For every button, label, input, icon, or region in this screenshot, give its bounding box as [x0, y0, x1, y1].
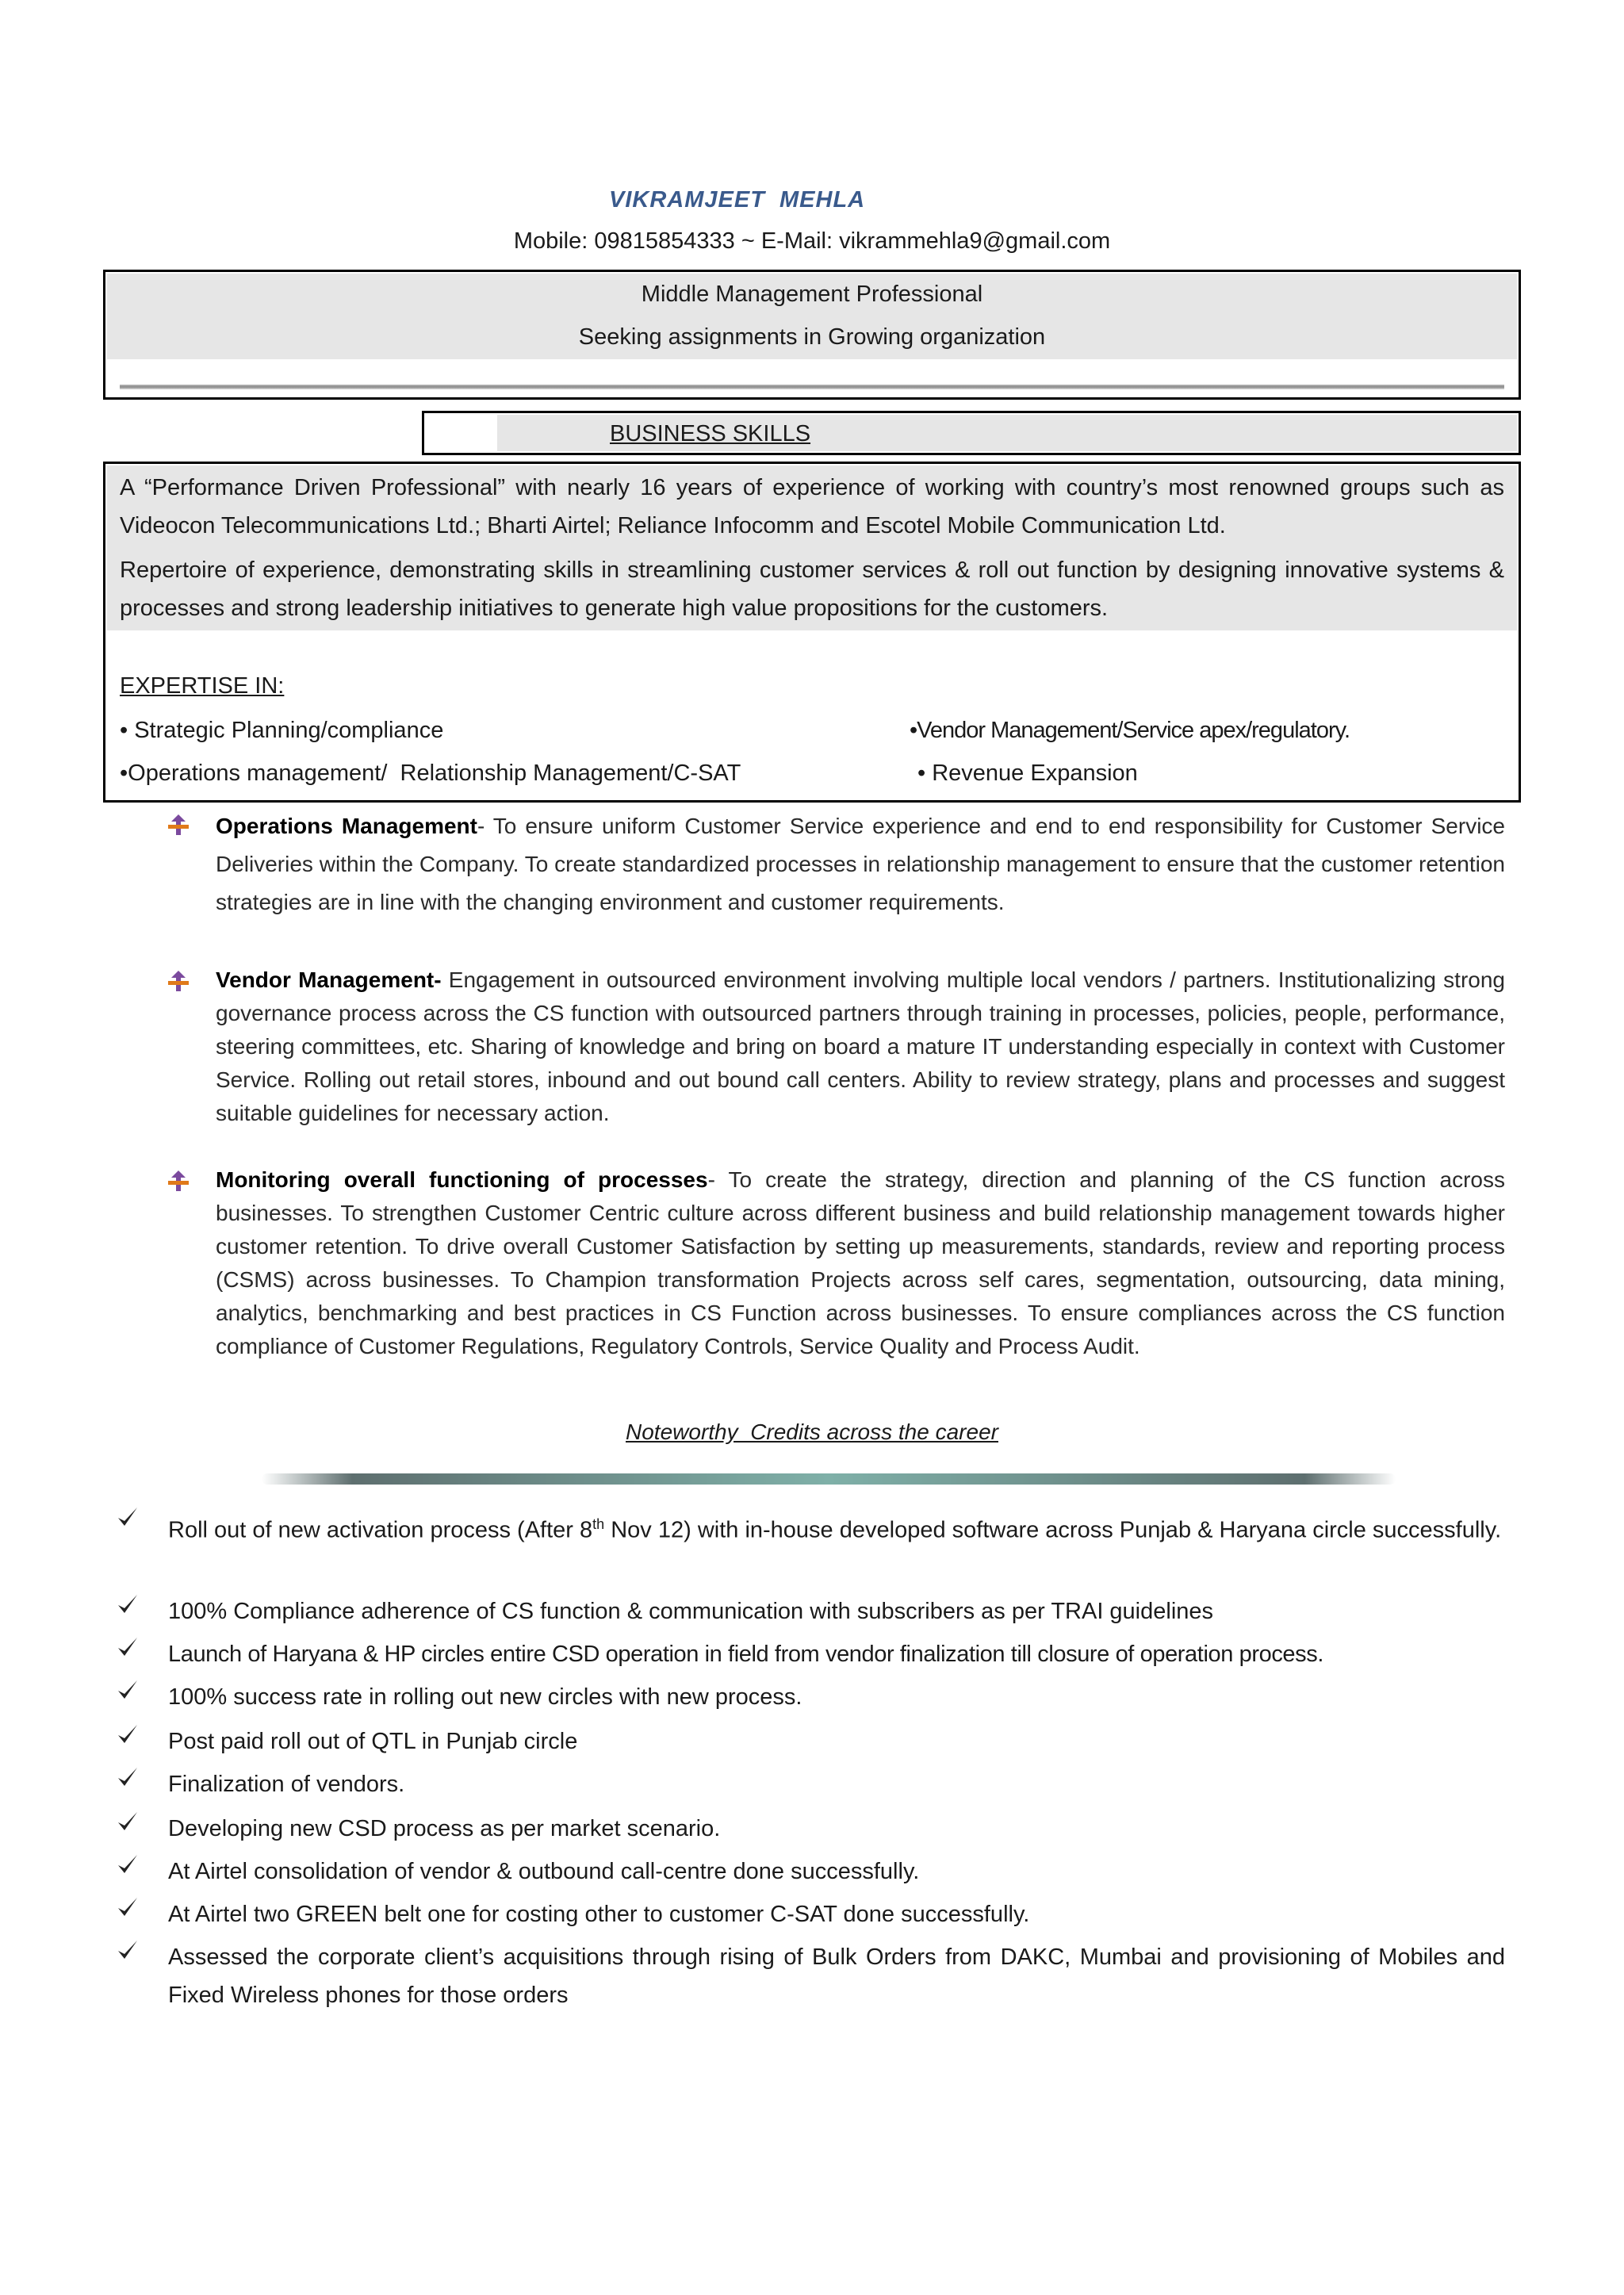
checkmark-icon	[116, 1678, 140, 1702]
credit-item: Assessed the corporate client’s acquisitions through rising of Bulk Orders from DAKC, Mumbai and provisioning of Mobiles and Fixed Wireless phones for those orders	[168, 1944, 1505, 2008]
section-text: Engagement in outsourced environment involving multiple local vendors / partners. Institutionalizing strong governance process across the CS function with outsourced partners through training in processes, policies, people, performance, steering committees, etc. Sharing of knowledge and bring on board a mature IT understanding especially in context with Customer Service. Rolling out retail stores, inbound and out bound call centers. Ability to review strategy, plans and processes and suggest suitable guidelines for necessary action.	[216, 967, 1505, 1125]
checkmark-icon	[116, 1852, 140, 1876]
summary-paragraph-2: Repertoire of experience, demonstrating skills in streamlining customer services & roll out function by designing innovative systems & processes and strong leadership initiatives to generate high value propositions for the customers.	[120, 557, 1504, 621]
checkmark-icon	[116, 1765, 140, 1789]
checkmark-icon	[116, 1635, 140, 1659]
checkmark-icon	[116, 1895, 140, 1919]
headline-divider	[120, 385, 1504, 389]
arrow-bullet-icon	[167, 969, 190, 993]
business-skills-heading-box	[422, 411, 1521, 455]
arrow-bullet-icon	[167, 813, 190, 837]
credit-item: At Airtel two GREEN belt one for costing other to customer C-SAT done successfully.	[168, 1902, 1030, 1927]
expertise-item: •Vendor Management/Service apex/regulatory.	[910, 718, 1350, 743]
expertise-heading: EXPERTISE IN:	[120, 673, 285, 699]
credit-item: Launch of Haryana & HP circles entire CSD operation in field from vendor finalization till closure of operation process.	[168, 1642, 1323, 1667]
headline-box	[103, 270, 1521, 400]
credit-text: Nov 12) with in-house developed software across Punjab & Haryana circle successfully.	[604, 1517, 1502, 1543]
candidate-name: VIKRAMJEET MEHLA	[609, 187, 866, 213]
checkmark-icon	[116, 1505, 140, 1529]
section-text: - To ensure uniform Customer Service experience and end to end responsibility for Customer Service Deliveries within the Company. To create standardized processes in relationship management to ensure that the customer retention strategies are in line with the changing environment and customer requirements.	[216, 814, 1505, 914]
business-skills-box	[103, 462, 1521, 803]
headline-objective: Seeking assignments in Growing organization	[578, 324, 1046, 350]
section-title: Operations Management	[216, 814, 477, 838]
credits-heading: Noteworthy Credits across the career	[626, 1420, 998, 1444]
checkmark-icon	[116, 1938, 140, 1962]
summary-paragraph-1: A “Performance Driven Professional” with nearly 16 years of experience of working with country’s most renowned groups such as Videocon Telecommunications Ltd.; Bharti Airtel; Reliance Infocomm and Escotel Mobile Communication Ltd.	[120, 475, 1504, 538]
business-skills-heading: BUSINESS SKILLS	[610, 421, 811, 446]
section-text: - To create the strategy, direction and planning of the CS function across businesses. To strengthen Customer Centric culture across different business and build relationship management towards higher customer retention. To drive overall Customer Satisfaction by setting up measurements, standards, review and reporting process (CSMS) across businesses. To Champion transformation Projects across self cares, segmentation, outsourcing, data mining, analytics, benchmarking and best practices in CS Function across businesses. To ensure compliances across the CS function compliance of Customer Regulations, Regulatory Controls, Service Quality and Process Audit.	[216, 1167, 1505, 1358]
credits-divider	[262, 1473, 1396, 1485]
checkmark-icon	[116, 1592, 140, 1616]
expertise-item: • Revenue Expansion	[917, 761, 1138, 786]
credit-item: 100% success rate in rolling out new circles with new process.	[168, 1684, 802, 1710]
section-monitoring-processes	[216, 1163, 1505, 1363]
credit-superscript: th	[592, 1516, 605, 1532]
credit-item	[168, 1505, 1505, 1550]
credit-item: At Airtel consolidation of vendor & outbound call-centre done successfully.	[168, 1859, 920, 1884]
expertise-item: •Operations management/ Relationship Management/C-SAT	[120, 761, 741, 786]
section-vendor-management	[216, 964, 1505, 1130]
credit-item: Finalization of vendors.	[168, 1772, 405, 1797]
checkmark-icon	[116, 1722, 140, 1746]
arrow-bullet-icon	[167, 1169, 190, 1193]
credit-text: Roll out of new activation process (After 8	[168, 1517, 593, 1543]
credit-item: Developing new CSD process as per market scenario.	[168, 1816, 721, 1841]
expertise-item: • Strategic Planning/compliance	[120, 718, 444, 743]
headline-title: Middle Management Professional	[641, 282, 983, 307]
section-title: Vendor Management-	[216, 967, 442, 992]
credit-item: Post paid roll out of QTL in Punjab circle	[168, 1729, 578, 1754]
section-title: Monitoring overall functioning of processes	[216, 1167, 708, 1192]
credit-item: 100% Compliance adherence of CS function & communication with subscribers as per TRAI guidelines	[168, 1599, 1214, 1624]
section-operations-management	[216, 807, 1505, 921]
checkmark-icon	[116, 1810, 140, 1833]
contact-line: Mobile: 09815854333 ~ E-Mail: vikrammehla9@gmail.com	[513, 228, 1111, 254]
